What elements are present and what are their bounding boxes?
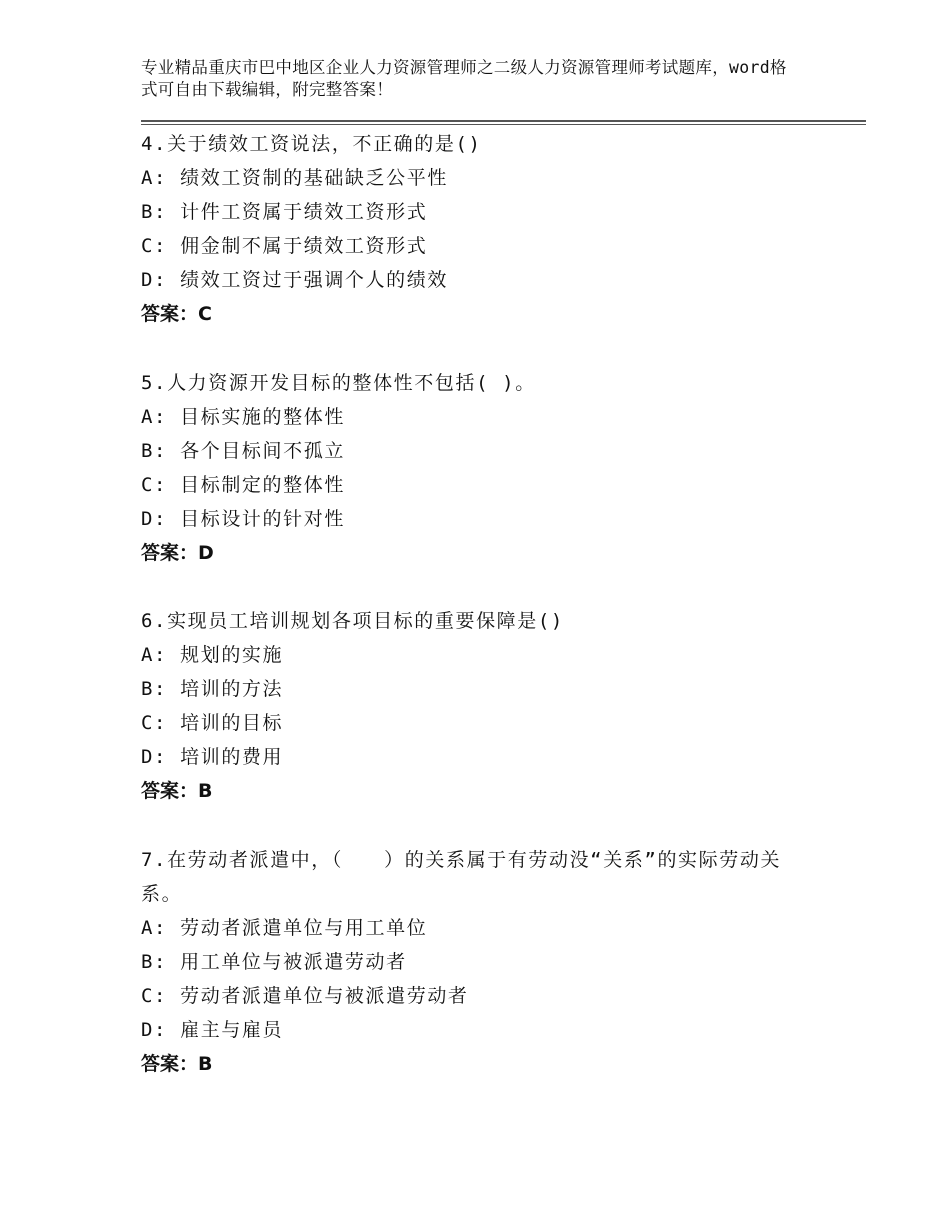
question-stem: 5.人力资源开发目标的整体性不包括( )。 bbox=[141, 372, 536, 394]
question-stem: 4.关于绩效工资说法，不正确的是() bbox=[141, 133, 482, 155]
question-stem: 6.实现员工培训规划各项目标的重要保障是() bbox=[141, 610, 564, 632]
document-header: 专业精品重庆市巴中地区企业人力资源管理师之二级人力资源管理师考试题库，word格式可自由下载编辑，附完整答案！ bbox=[141, 58, 787, 99]
answer-line: 答案：B bbox=[141, 1053, 213, 1075]
option-a: A: 规划的实施 bbox=[141, 644, 284, 666]
option-a: A: 劳动者派遣单位与用工单位 bbox=[141, 917, 428, 939]
option-d: D: 目标设计的针对性 bbox=[141, 508, 345, 530]
header-divider-thin bbox=[141, 124, 866, 125]
option-b: B: 各个目标间不孤立 bbox=[141, 440, 345, 462]
question-stem: 7.在劳动者派遣中，（ ）的关系属于有劳动没“关系”的实际劳动关系。 bbox=[141, 849, 782, 905]
option-b: B: 用工单位与被派遣劳动者 bbox=[141, 951, 407, 973]
option-d: D: 培训的费用 bbox=[141, 746, 284, 768]
option-c: C: 培训的目标 bbox=[141, 712, 284, 734]
option-d: D: 雇主与雇员 bbox=[141, 1019, 284, 1041]
answer-line: 答案：C bbox=[141, 303, 212, 325]
header-divider-thick bbox=[141, 120, 866, 122]
question-block-6 bbox=[141, 604, 821, 808]
question-block-5 bbox=[141, 366, 821, 570]
question-block-4 bbox=[141, 127, 821, 331]
answer-line: 答案：B bbox=[141, 780, 213, 802]
option-c: C: 劳动者派遣单位与被派遣劳动者 bbox=[141, 985, 469, 1007]
answer-line: 答案：D bbox=[141, 542, 214, 564]
option-b: B: 培训的方法 bbox=[141, 678, 284, 700]
option-a: A: 目标实施的整体性 bbox=[141, 406, 345, 428]
option-d: D: 绩效工资过于强调个人的绩效 bbox=[141, 269, 448, 291]
option-c: C: 佣金制不属于绩效工资形式 bbox=[141, 235, 428, 257]
question-block-7 bbox=[141, 843, 811, 1081]
option-c: C: 目标制定的整体性 bbox=[141, 474, 345, 496]
option-b: B: 计件工资属于绩效工资形式 bbox=[141, 201, 428, 223]
option-a: A: 绩效工资制的基础缺乏公平性 bbox=[141, 167, 448, 189]
